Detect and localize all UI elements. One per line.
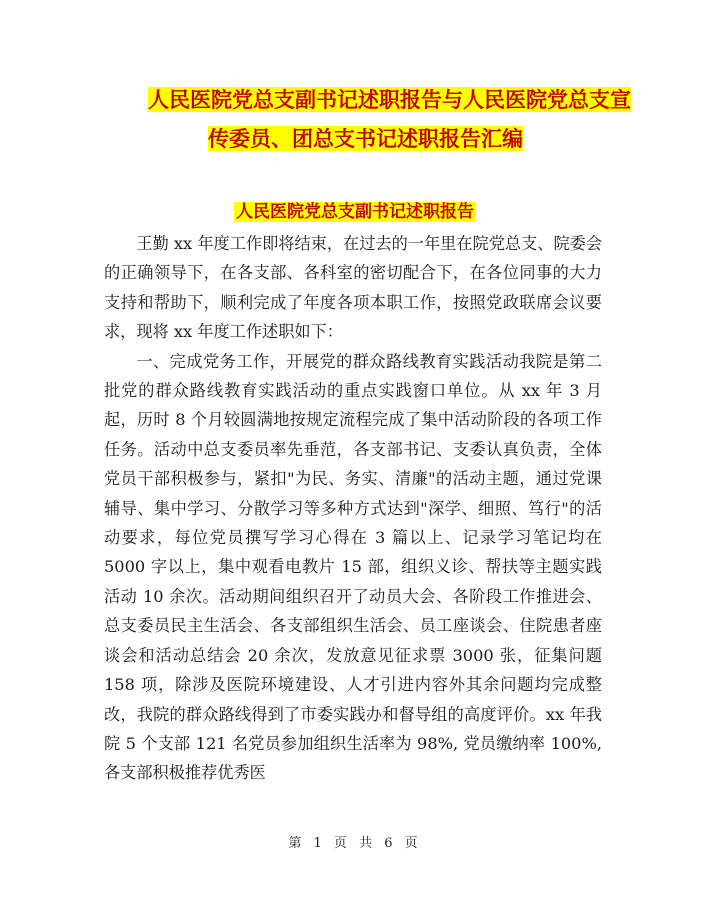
paragraph: 王勤 xx 年度工作即将结束，在过去的一年里在院党总支、院委会的正确领导下，在各支部、各科室的密切配合下，在各位同事的大力支持和帮助下，顺利完成了年度各项本职工作，按照党政联席会议要求，现将 xx 年度工作述职如下： — [104, 234, 603, 342]
paragraph: 一、完成党务工作，开展党的群众路线教育实践活动我院是第二批党的群众路线教育实践活动的重点实践窗口单位。从 xx 年 3 月起，历时 8 个月较圆满地按规定流程完成了集中活动阶段的各项工作任务。活动中总支委员率先垂范，各支部书记、支委认真负责，全体党员干部积极参与，紧扣"为民、务实、清廉"的活动主题，通过党课辅导、集中学习、分散学习等多种方式达到"深学、细照、笃行"的活动要求，每位党员撰写学习心得在 3 篇以上、记录学习笔记均在 5000 字以上，集中观看电教片 15 部，组织义诊、帮扶等主题实践活动 10 余次。活动期间组织召开了动员大会、各阶段工作推进会、总支委员民主生活会、各支部组织生活会、员工座谈会、住院患者座谈会和活动总结会 20 余次，发放意见征求票 3000 张，征集问题 158 项，除涉及医院环境建设、人才引进内容外其余问题均完成整改，我院的群众路线得到了市委实践办和督导组的高度评价。xx 年我院 5 个支部 121 名党员参加组织生活率为 98%, 党员缴纳率 100%, 各支部积极推荐优秀医 — [104, 351, 602, 783]
section-heading — [0, 198, 710, 226]
title-line-1: 人民医院党总支副书记述职报告与人民医院党总支宣 — [148, 87, 631, 112]
title-line-2: 传委员、团总支书记述职报告汇编 — [208, 126, 523, 151]
section-heading-text: 人民医院党总支副书记述职报告 — [236, 202, 474, 222]
page-footer: 第 1 页 共 6 页 — [288, 836, 422, 851]
document-title — [108, 80, 631, 158]
body-text — [104, 229, 602, 788]
